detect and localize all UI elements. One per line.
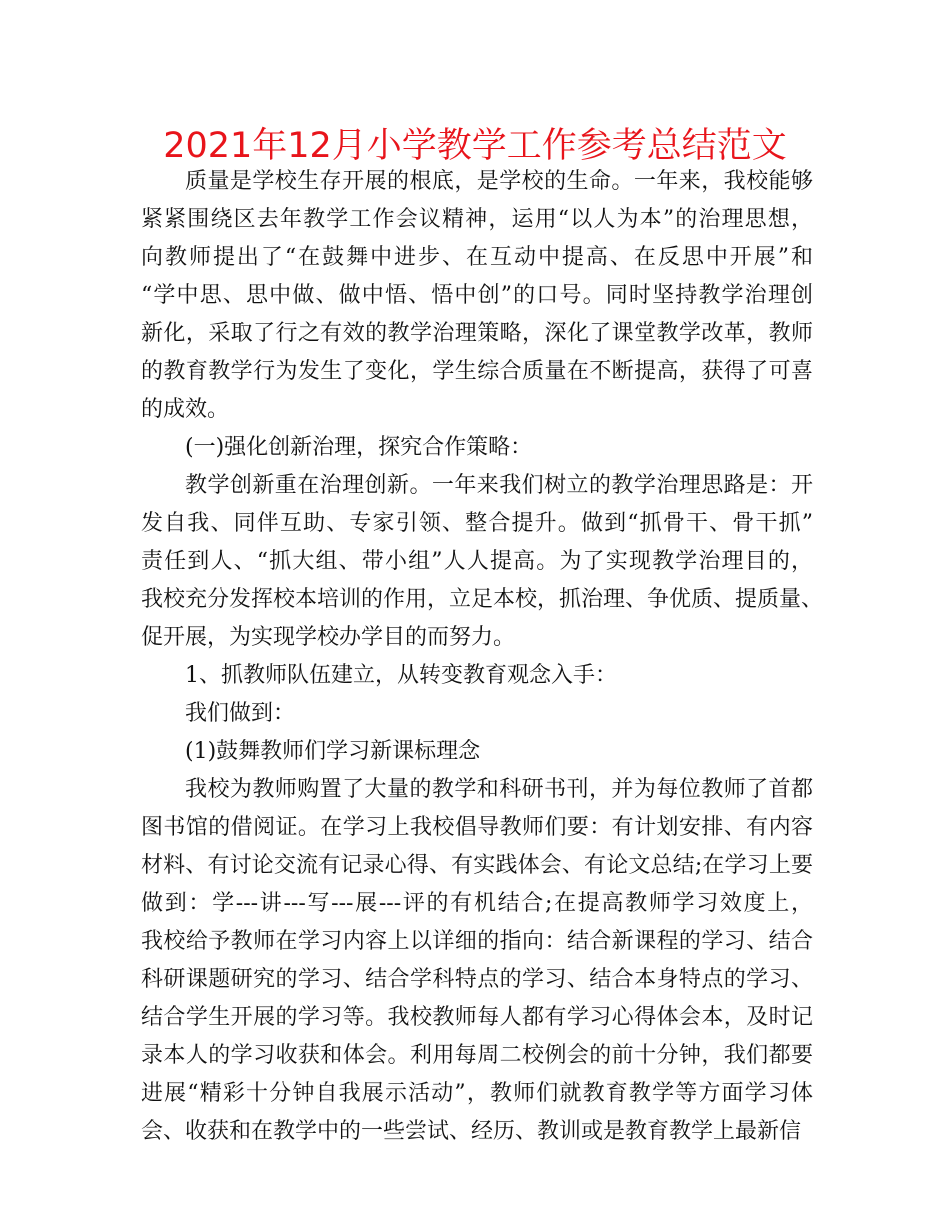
paragraph-line: 发自我、同伴互助、专家引领、整合提升。做到“抓骨干、骨干抓” bbox=[141, 511, 813, 536]
paragraph-line: 材料、有讨论交流有记录心得、有实践体会、有论文总结;在学习上要 bbox=[141, 853, 813, 878]
paragraph-line: 教学创新重在治理创新。一年来我们树立的教学治理思路是：开 bbox=[185, 473, 813, 498]
paragraph-line: 新化，采取了行之有效的教学治理策略，深化了课堂教学改革，教师 bbox=[141, 321, 813, 346]
paragraph-line: 质量是学校生存开展的根底，是学校的生命。一年来，我校能够 bbox=[185, 169, 813, 194]
paragraph-line: (一)强化创新治理，探究合作策略： bbox=[185, 435, 533, 460]
paragraph-line: 的教育教学行为发生了变化，学生综合质量在不断提高，获得了可喜 bbox=[141, 359, 813, 384]
paragraph-line: 科研课题研究的学习、结合学科特点的学习、结合本身特点的学习、 bbox=[141, 967, 813, 992]
paragraph bbox=[141, 467, 824, 657]
paragraph-line: (1)鼓舞教师们学习新课标理念 bbox=[185, 739, 481, 764]
paragraph-line: 我们做到： bbox=[185, 701, 296, 726]
paragraph-line: 责任到人、“抓大组、带小组”人人提高。为了实现教学治理目的， bbox=[141, 549, 813, 574]
paragraph bbox=[141, 695, 813, 733]
paragraph-line: 向教师提出了“在鼓舞中进步、在互动中提高、在反思中开展”和 bbox=[141, 245, 813, 270]
document-body bbox=[141, 163, 824, 1151]
document-title: 2021年12月小学教学工作参考总结范文 bbox=[163, 126, 787, 166]
paragraph-line: 进展“精彩十分钟自我展示活动”，教师们就教育教学等方面学习体 bbox=[141, 1081, 813, 1106]
paragraph-line: 我校给予教师在学习内容上以详细的指向：结合新课程的学习、结合 bbox=[141, 929, 813, 954]
paragraph-line: 促开展，为实现学校办学目的而努力。 bbox=[141, 625, 516, 650]
paragraph bbox=[141, 429, 813, 467]
paragraph-line: 结合学生开展的学习等。我校教师每人都有学习心得体会本，及时记 bbox=[141, 1005, 813, 1030]
paragraph bbox=[141, 163, 813, 429]
paragraph-line: 录本人的学习收获和体会。利用每周二校例会的前十分钟，我们都要 bbox=[141, 1043, 813, 1068]
paragraph-line: 会、收获和在教学中的一些尝试、经历、教训或是教育教学上最新信 bbox=[141, 1119, 802, 1144]
paragraph-line: “学中思、思中做、做中悟、悟中创”的口号。同时坚持教学治理创 bbox=[141, 283, 813, 308]
paragraph bbox=[141, 657, 813, 695]
paragraph-line: 1、抓教师队伍建立，从转变教育观念入手： bbox=[185, 663, 617, 688]
paragraph-line: 图书馆的借阅证。在学习上我校倡导教师们要：有计划安排、有内容 bbox=[141, 815, 813, 840]
paragraph-line: 我校为教师购置了大量的教学和科研书刊，并为每位教师了首都 bbox=[185, 777, 813, 802]
paragraph-line: 紧紧围绕区去年教学工作会议精神，运用“以人为本”的治理思想， bbox=[141, 207, 813, 232]
paragraph-line: 做到：学---讲---写---展---评的有机结合;在提高教师学习效度上， bbox=[141, 891, 813, 916]
paragraph bbox=[141, 733, 813, 771]
paragraph-line: 我校充分发挥校本培训的作用，立足本校，抓治理、争优质、提质量、 bbox=[141, 587, 824, 612]
paragraph bbox=[141, 771, 813, 1151]
paragraph-line: 的成效。 bbox=[141, 397, 230, 422]
